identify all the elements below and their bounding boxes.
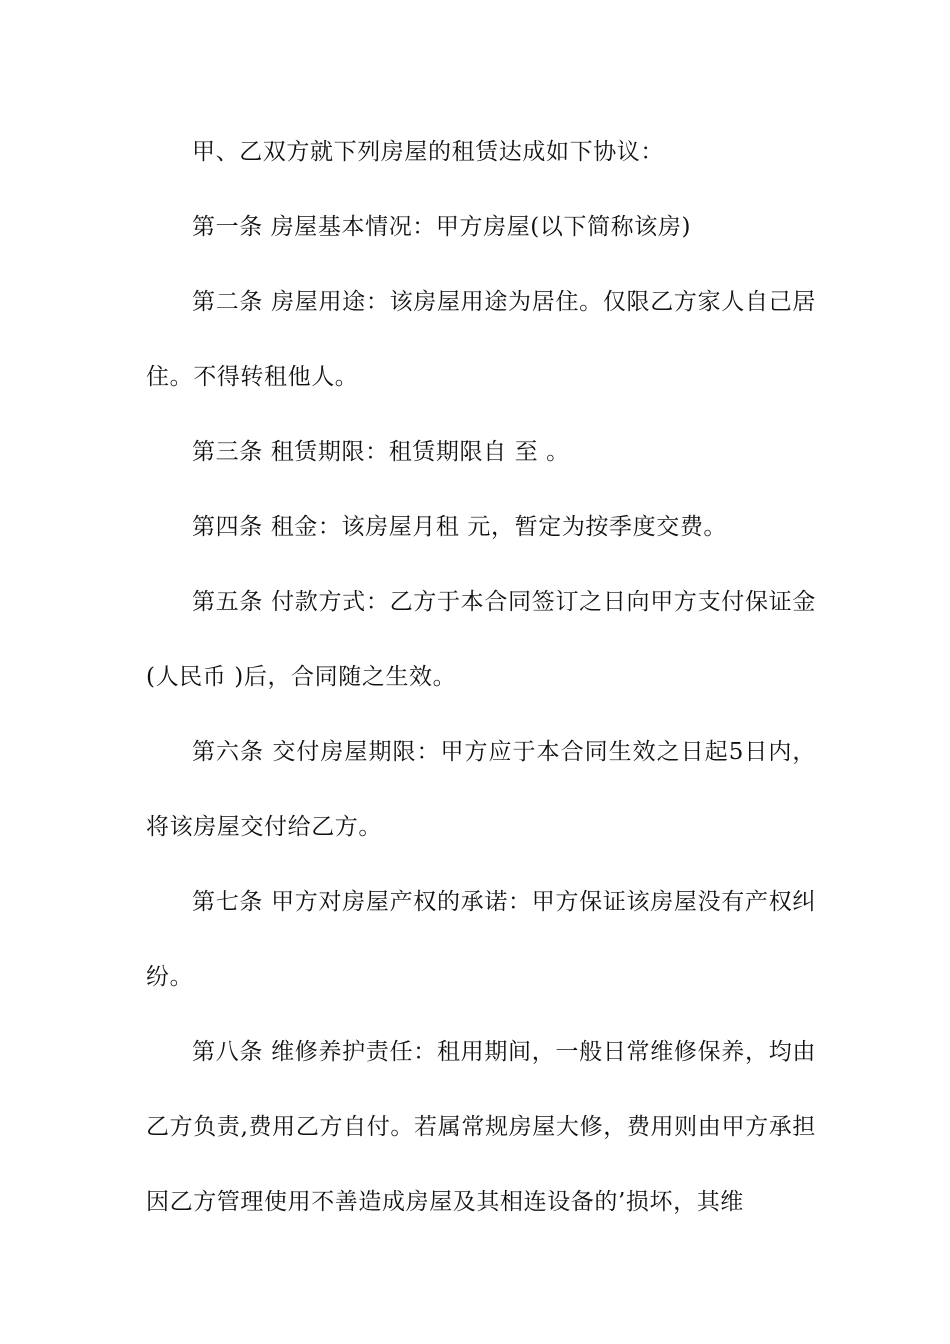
paragraph-article-7: 第七条 甲方对房屋产权的承诺：甲方保证该房屋没有产权纠纷。: [146, 889, 816, 990]
paragraph-article-4: 第四条 租金：该房屋月租 元，暂定为按季度交费。: [192, 514, 728, 540]
paragraph-article-3: 第三条 租赁期限：租赁期限自 至 。: [192, 439, 570, 465]
paragraph-intro: 甲、乙双方就下列房屋的租赁达成如下协议：: [192, 139, 664, 165]
paragraph-article-1: 第一条 房屋基本情况：甲方房屋(以下简称该房): [192, 214, 692, 240]
paragraph-article-6: 第六条 交付房屋期限：甲方应于本合同生效之日起5日内，将该房屋交付给乙方。: [146, 739, 816, 840]
paragraph-article-2: 第二条 房屋用途：该房屋用途为居住。仅限乙方家人自己居住。不得转租他人。: [146, 289, 816, 390]
paragraph-article-8: 第八条 维修养护责任：租用期间，一般日常维修保养，均由乙方负责,费用乙方自付。若属常规房屋大修，费用则由甲方承担因乙方管理使用不善造成房屋及其相连设备的’损坏，其维: [146, 1039, 816, 1215]
paragraph-article-5: 第五条 付款方式：乙方于本合同签订之日向甲方支付保证金(人民币 )后，合同随之生效。: [146, 589, 816, 690]
document-body: [146, 115, 816, 1240]
